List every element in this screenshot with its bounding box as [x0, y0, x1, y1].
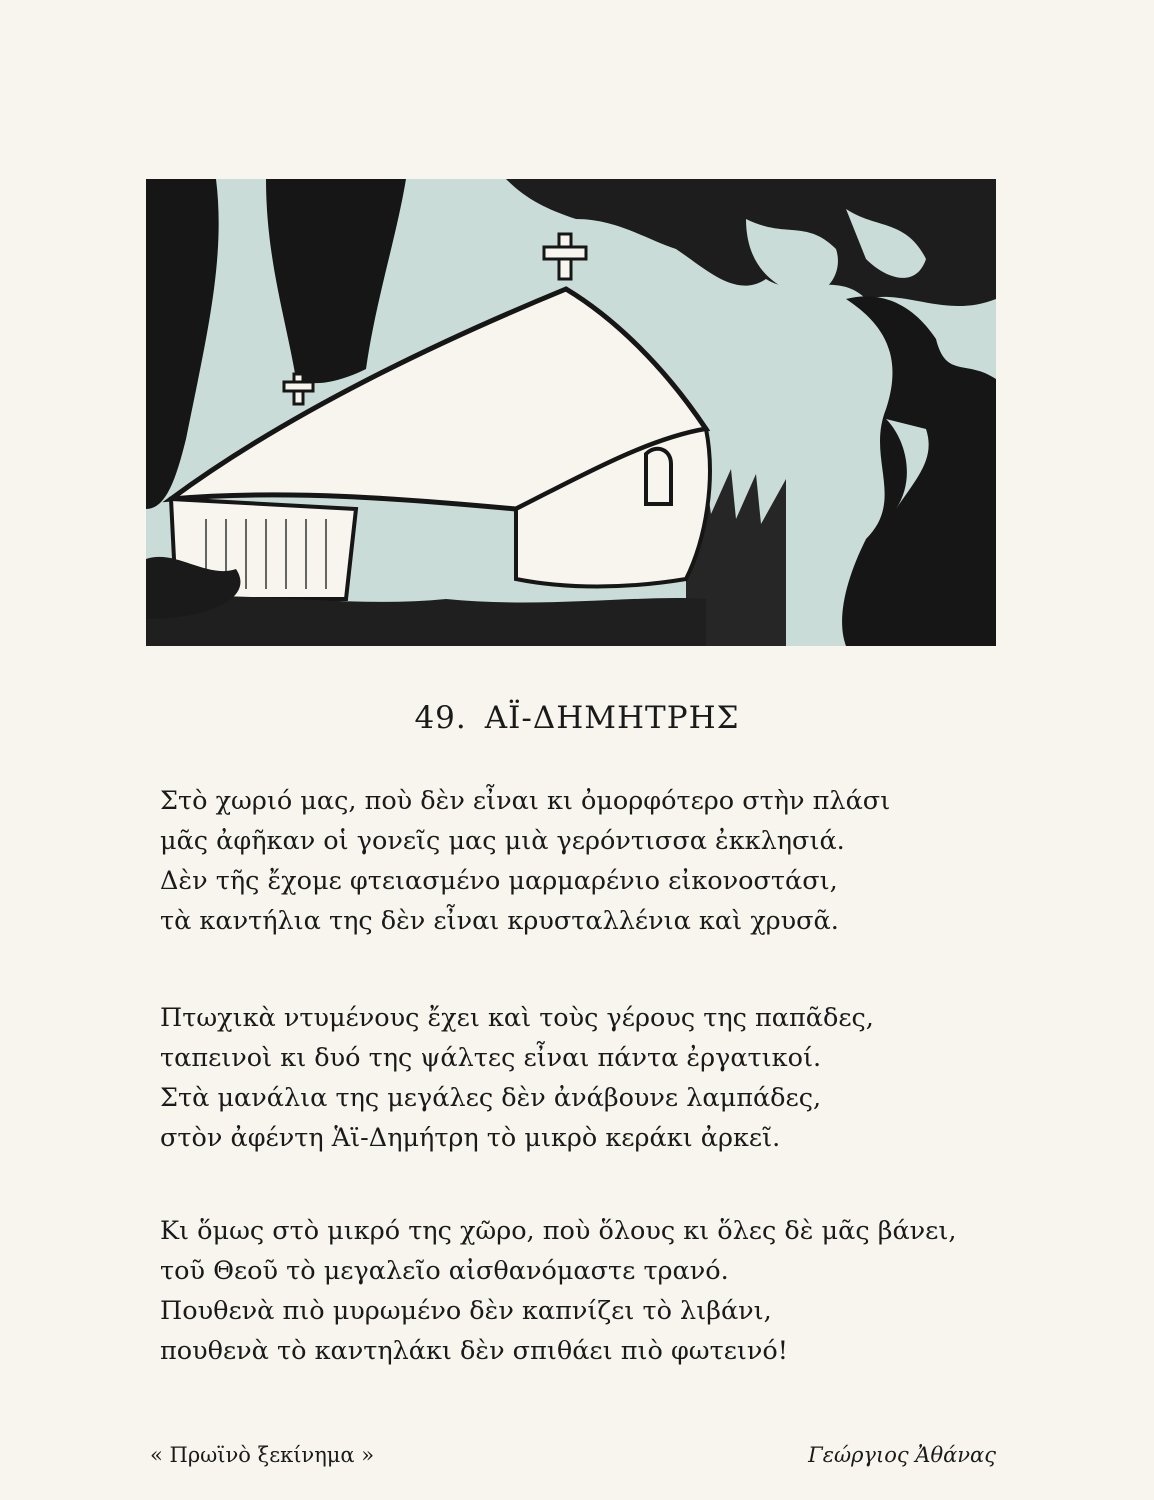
chapel-woodcut-icon: [146, 179, 996, 646]
poem-line: Πουθενὰ πιὸ μυρωμένο δὲν καπνίζει τὸ λιβάνι,: [160, 1296, 772, 1326]
stanza: [160, 781, 1000, 941]
poem-line: Στὰ μανάλια της μεγάλες δὲν ἀνάβουνε λαμπάδες,: [160, 1083, 822, 1113]
poem-line: Στὸ χωριό μας, ποὺ δὲν εἶναι κι ὀμορφότερο στὴν πλάσι: [160, 786, 891, 816]
chapel-illustration: [146, 179, 996, 646]
poem-title: [0, 700, 1154, 736]
poem-line: Κι ὅμως στὸ μικρό της χῶρο, ποὺ ὅλους κι ὅλες δὲ μᾶς βάνει,: [160, 1216, 957, 1246]
stanza: [160, 998, 1000, 1158]
poem-line: Πτωχικὰ ντυμένους ἔχει καὶ τοὺς γέρους της παπᾶδες,: [160, 1003, 874, 1033]
foreground-ground: [146, 596, 706, 646]
poem-line: στὸν ἀφέντη Ἁϊ-Δημήτρη τὸ μικρὸ κεράκι ἀρκεῖ.: [160, 1123, 781, 1153]
poem-line: πουθενὰ τὸ καντηλάκι δὲν σπιθάει πιὸ φωτεινό!: [160, 1336, 789, 1366]
poem-line: τὰ καντήλια της δὲν εἶναι κρυσταλλένια καὶ χρυσᾶ.: [160, 906, 839, 936]
source-citation: « Πρωϊνὸ ξεκίνημα »: [150, 1443, 375, 1467]
poem-line: Δὲν τῆς ἔχομε φτειασμένο μαρμαρένιο εἰκονοστάσι,: [160, 866, 838, 896]
poem-line: μᾶς ἀφῆκαν οἱ γονεῖς μας μιὰ γερόντισσα ἐκκλησιά.: [160, 826, 845, 856]
poem-title-text: ΑΪ-ΔΗΜΗΤΡΗΣ: [484, 700, 740, 736]
cross-icon: [544, 247, 586, 259]
poem-number: 49.: [414, 700, 467, 736]
author-name: Γεώργιος Ἀθάνας: [808, 1443, 996, 1467]
stanza: [160, 1211, 1000, 1371]
chapel-window: [646, 449, 671, 504]
poem-line: ταπεινοὶ κι δυό της ψάλτες εἶναι πάντα ἐργατικοί.: [160, 1043, 822, 1073]
poem-line: τοῦ Θεοῦ τὸ μεγαλεῖο αἰσθανόμαστε τρανό.: [160, 1256, 729, 1286]
cross-icon: [284, 382, 313, 391]
